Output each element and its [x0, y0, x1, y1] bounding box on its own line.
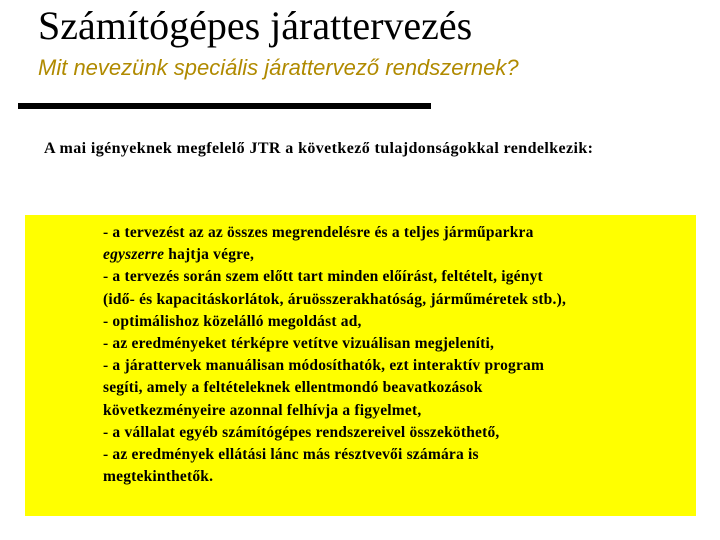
feature-list	[103, 222, 693, 488]
slide-title: Számítógépes járattervezés	[38, 3, 473, 48]
list-item: következményeire azonnal felhívja a figyelmet,	[103, 401, 422, 419]
list-item	[103, 244, 693, 266]
list-item: (idő- és kapacitáskorlátok, áruösszerakhatóság, járműméretek stb.),	[103, 290, 567, 308]
list-item: - az eredmények ellátási lánc más résztvevői számára is	[103, 446, 479, 464]
title-underline-divider	[18, 103, 431, 109]
list-item: - a tervezést az az összes megrendelésre és a teljes járműparkra	[103, 224, 534, 241]
list-item: - a vállalat egyéb számítógépes rendszereivel összeköthető,	[103, 423, 500, 441]
intro-text: A mai igényeknek megfelelő JTR a következő tulajdonságokkal rendelkezik:	[44, 140, 594, 157]
list-item: megtekinthetők.	[103, 468, 214, 486]
list-item-text: hajtja végre,	[164, 246, 255, 264]
list-item: - az eredményeket térképre vetítve vizuálisan megjeleníti,	[103, 335, 495, 353]
list-item: - a járattervek manuálisan módosíthatók, ezt interaktív program	[103, 357, 545, 375]
subtitle-container	[38, 54, 519, 107]
list-item: - optimálishoz közelálló megoldást ad,	[103, 312, 362, 330]
list-item: - a tervezés során szem előtt tart minden előírást, feltételt, igényt	[103, 268, 543, 286]
slide-subtitle: Mit nevezünk speciális járattervező rendszernek?	[38, 55, 519, 80]
list-item: segíti, amely a feltételeknek ellentmondó beavatkozások	[103, 379, 483, 397]
emphasis-text: egyszerre	[103, 246, 165, 264]
